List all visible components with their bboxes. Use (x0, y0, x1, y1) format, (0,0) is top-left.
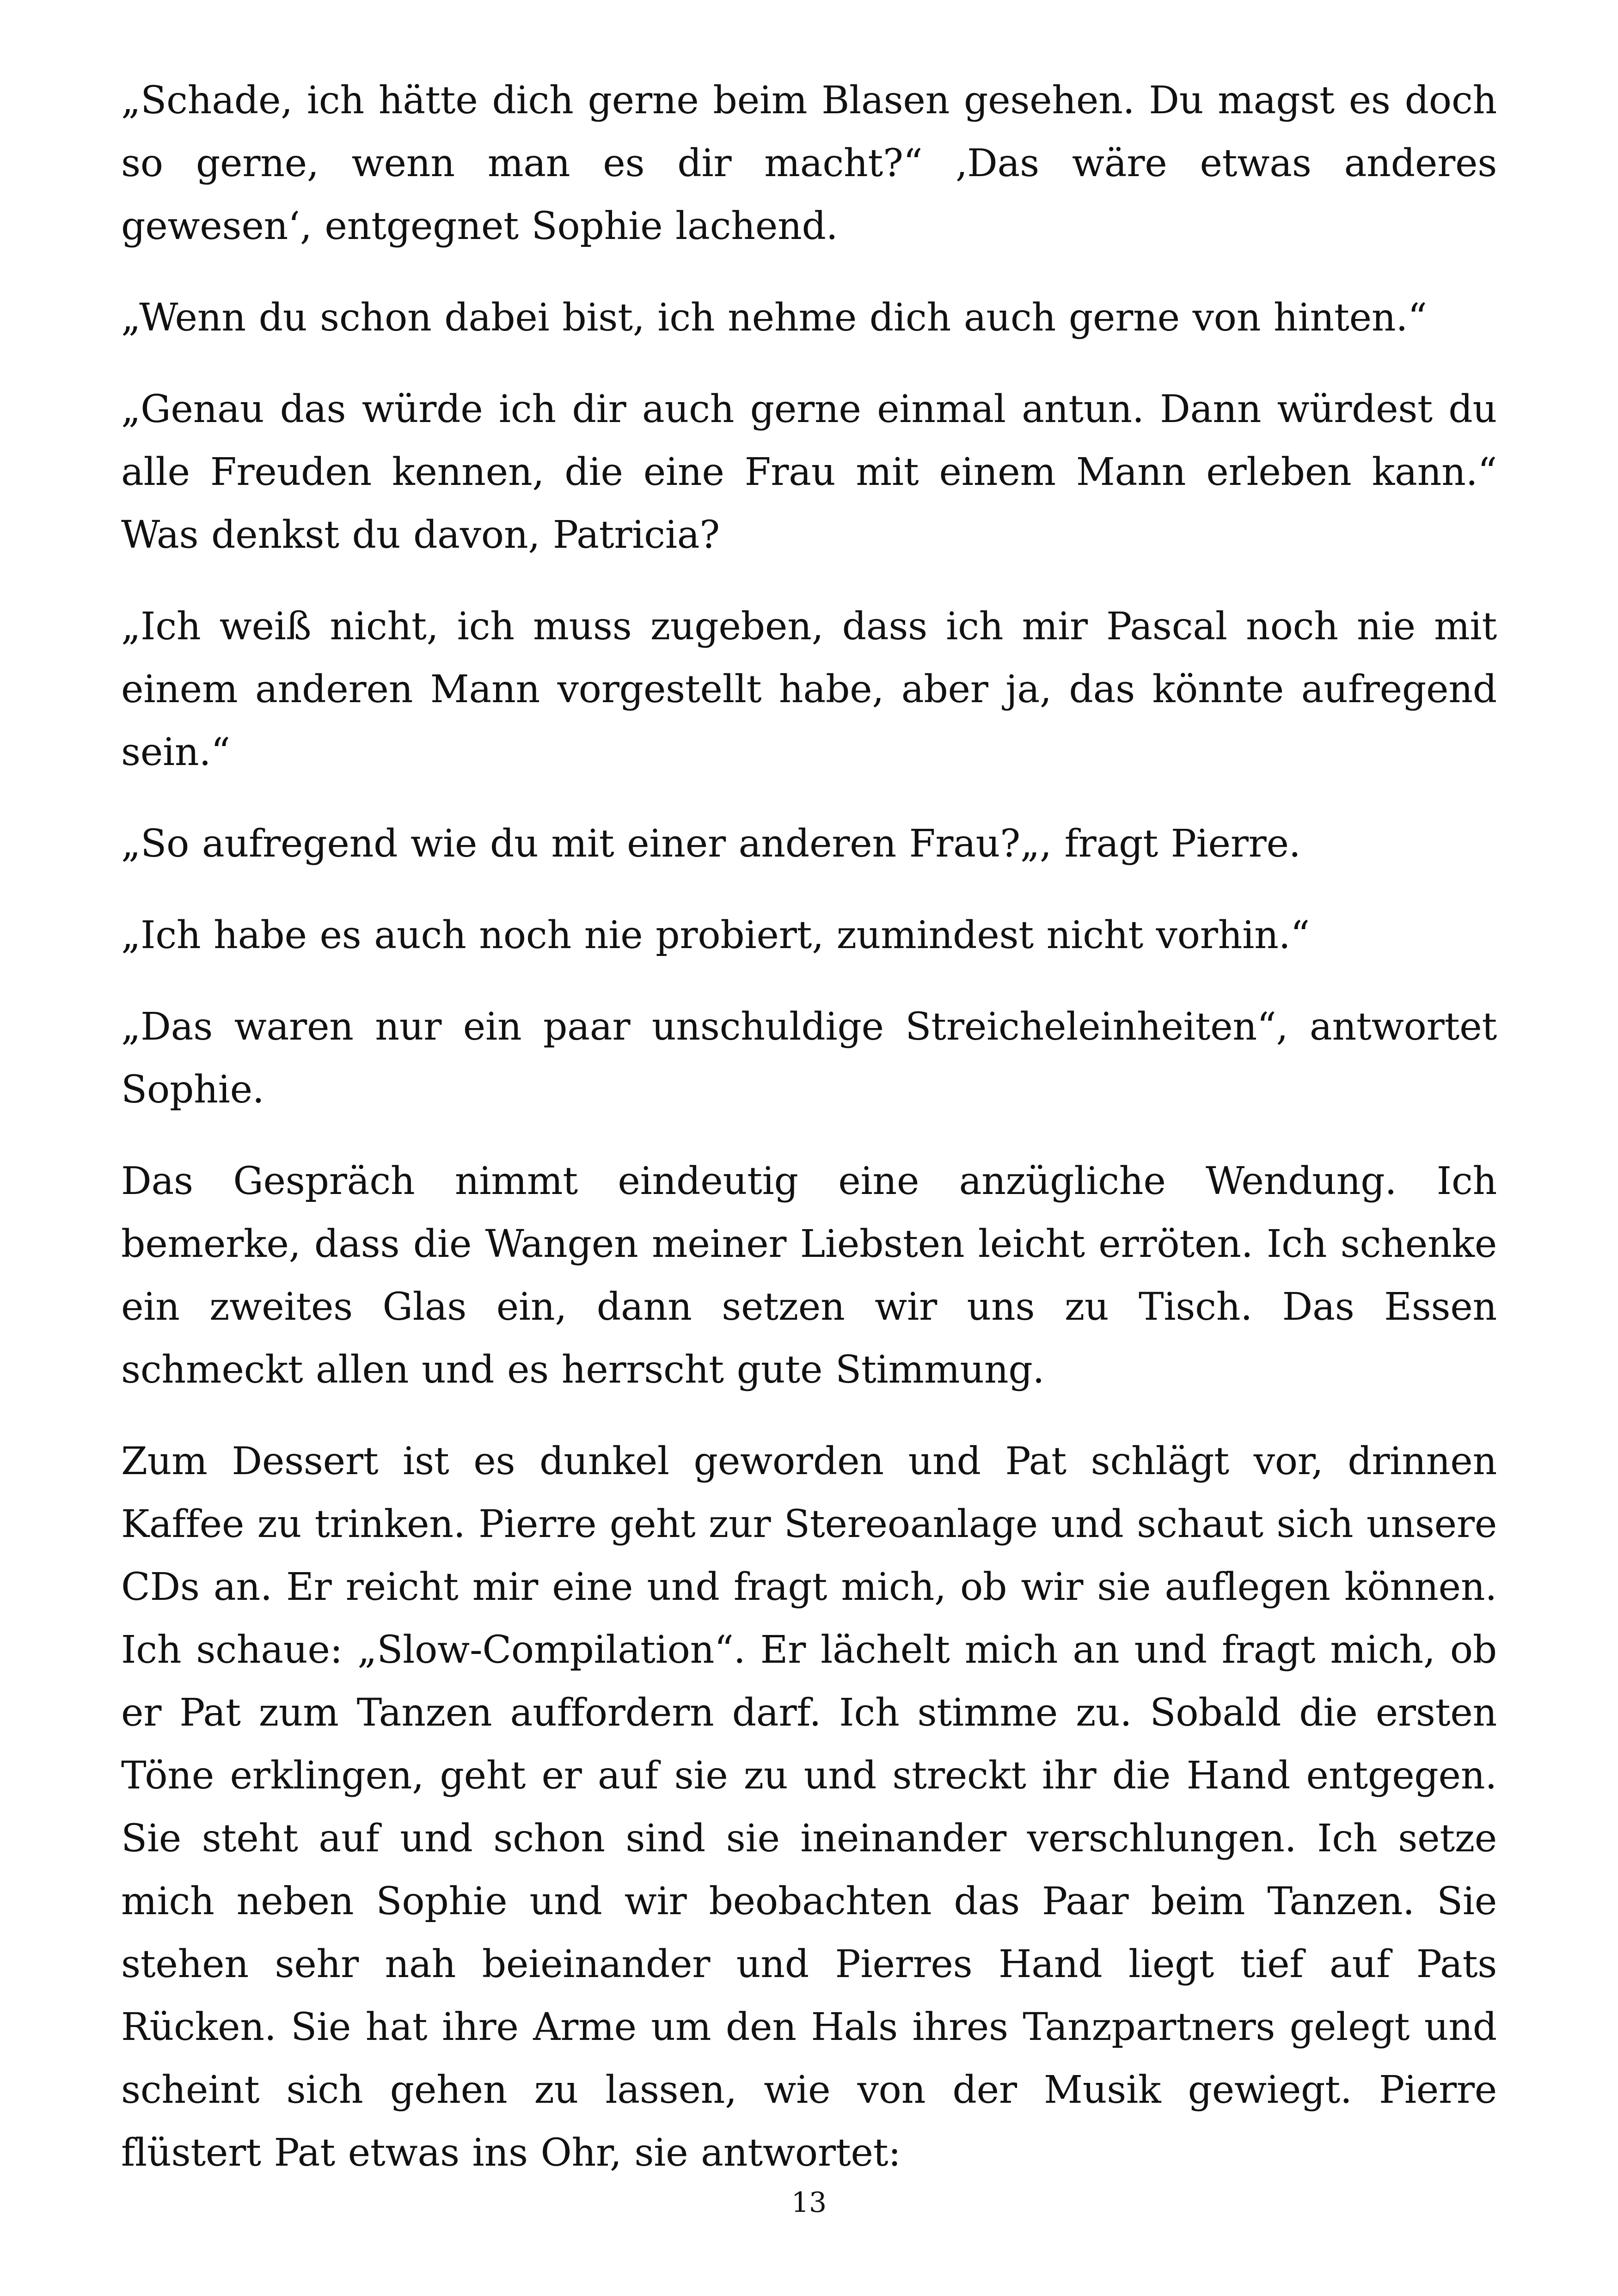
paragraph-9: Zum Dessert ist es dunkel geworden und Pat schlägt vor, drinnen Kaffee zu trinken. Pierre geht zur Stereoanlage und schaut sich unsere CDs an. Er reicht mir eine und fragt mich, ob wir sie auflegen können. Ich schaue: „Slow-Compilation“. Er lächelt mich an und fragt mich, ob er Pat zum Tanzen auffordern darf. Ich stimme zu. Sobald die ersten Töne erklingen, geht er auf sie zu und streckt ihr die Hand entgegen. Sie steht auf und schon sind sie ineinander verschlungen. Ich setze mich neben Sophie und wir beobachten das Paar beim Tanzen. Sie stehen sehr nah beieinander und Pierres Hand liegt tief auf Pats Rücken. Sie hat ihre Arme um den Hals ihres Tanzpartners gelegt und scheint sich gehen zu lassen, wie von der Musik gewiegt. Pierre flüstert Pat etwas ins Ohr, sie antwortet: (121, 1439, 1497, 2175)
paragraph-4: „Ich weiß nicht, ich muss zugeben, dass ich mir Pascal noch nie mit einem anderen Mann vorgestellt habe, aber ja, das könnte aufregend sein.“ (121, 605, 1497, 774)
paragraph-7: „Das waren nur ein paar unschuldige Streicheleinheiten“, antwortet Sophie. (121, 1005, 1497, 1112)
paragraph-6: „Ich habe es auch noch nie probiert, zumindest nicht vorhin.“ (121, 913, 1310, 957)
paragraph-5: „So aufregend wie du mit einer anderen Frau?„, fragt Pierre. (121, 822, 1301, 866)
page-number: 13 (791, 2186, 827, 2219)
paragraph-3: „Genau das würde ich dir auch gerne einmal antun. Dann würdest du alle Freuden kennen, die eine Frau mit einem Mann erleben kann.“ Was denkst du davon, Patricia? (121, 387, 1497, 557)
paragraph-8: Das Gespräch nimmt eindeutig eine anzügliche Wendung. Ich bemerke, dass die Wangen meiner Liebsten leicht erröten. Ich schenke ein zweites Glas ein, dann setzen wir uns zu Tisch. Das Essen schmeckt allen und es herrscht gute Stimmung. (121, 1159, 1497, 1392)
paragraph-2: „Wenn du schon dabei bist, ich nehme dich auch gerne von hinten.“ (121, 296, 1427, 340)
paragraph-1: „Schade, ich hätte dich gerne beim Blasen gesehen. Du magst es doch so gerne, wenn man es dir macht?“ ‚Das wäre etwas anderes gewesen‘, entgegnet Sophie lachend. (121, 79, 1497, 248)
page-body (121, 69, 1497, 2213)
